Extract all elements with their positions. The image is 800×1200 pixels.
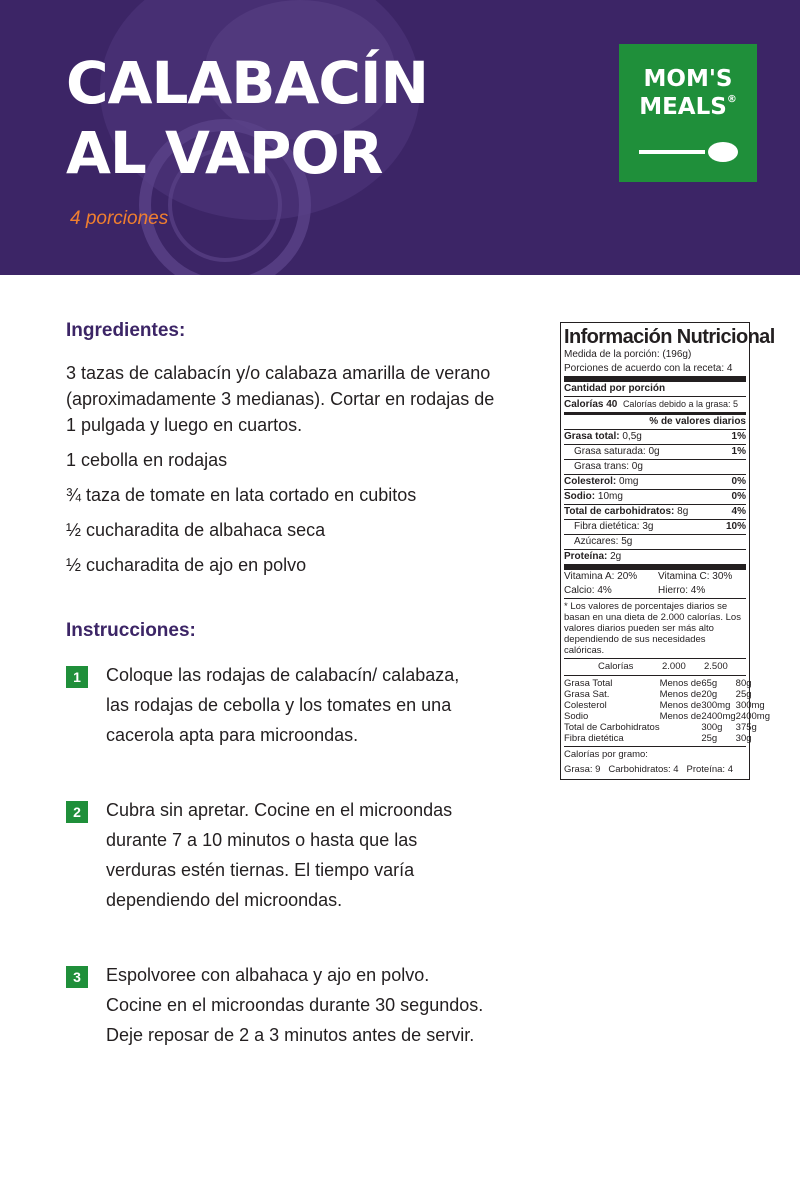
daily-value-header: % de valores diarios bbox=[564, 415, 746, 430]
reference-cell: 375g bbox=[735, 722, 757, 733]
vitamin-c: Vitamina C: 30% bbox=[658, 571, 733, 582]
title-line-2: AL VAPOR bbox=[66, 119, 383, 187]
step-number-badge: 3 bbox=[66, 966, 88, 988]
calories-from-fat: Calorías debido a la grasa: 5 bbox=[622, 399, 739, 409]
reference-cell: Grasa Total bbox=[564, 678, 613, 689]
cal-header-label: Calorías bbox=[598, 661, 634, 672]
reference-cell: 300g bbox=[701, 722, 723, 733]
reference-cell: 20g bbox=[701, 689, 718, 700]
reference-cell: Menos de bbox=[659, 689, 702, 700]
reference-cell: 2400mg bbox=[735, 711, 771, 722]
iron: Hierro: 4% bbox=[658, 585, 706, 596]
instruction-step bbox=[66, 795, 486, 915]
nutrient-amount: 5g bbox=[618, 536, 633, 547]
nutrient-label: Grasa saturada: bbox=[574, 446, 646, 457]
servings-per-recipe: Porciones de acuerdo con la receta: 4 bbox=[564, 362, 746, 382]
reference-cell: 300mg bbox=[701, 700, 731, 711]
ingredient-item: ½ cucharadita de ajo en polvo bbox=[66, 555, 307, 575]
nutrient-label: Proteína: bbox=[564, 551, 608, 562]
nutrient-daily-value: 0% bbox=[731, 491, 746, 502]
page-title bbox=[66, 48, 428, 188]
nutrient-row bbox=[564, 505, 746, 520]
reference-row bbox=[564, 678, 770, 689]
nutrient-label: Grasa total: bbox=[564, 431, 620, 442]
cal-header-2000: 2.000 bbox=[662, 661, 686, 672]
title-line-1: CALABACÍN bbox=[66, 49, 429, 117]
nutrient-row bbox=[564, 475, 746, 490]
cal-header-2500: 2.500 bbox=[704, 661, 728, 672]
nutrient-row bbox=[564, 460, 746, 475]
reference-cell: Menos de bbox=[659, 700, 702, 711]
nutrient-amount: 3g bbox=[639, 521, 654, 532]
nutrient-label: Colesterol: bbox=[564, 476, 617, 487]
step-text: Espolvoree con albahaca y ajo en polvo. Cocine en el microondas durante 30 segundos. Deje reposar de 2 a 3 minutos antes de servir. bbox=[106, 965, 484, 1045]
minerals-row bbox=[564, 584, 746, 599]
reference-row bbox=[564, 733, 770, 744]
instruction-step bbox=[66, 960, 486, 1050]
step-text: Coloque las rodajas de calabacín/ calabaza, las rodajas de cebolla y los tomates en una cacerola apta para microondas. bbox=[106, 665, 460, 745]
registered-mark: ® bbox=[726, 94, 737, 105]
servings-label: 4 porciones bbox=[70, 208, 169, 229]
nutrient-label: Fibra dietética: bbox=[574, 521, 640, 532]
calorie-header-table bbox=[564, 661, 746, 672]
nutrient-daily-value: 0% bbox=[731, 476, 746, 487]
nutrient-name bbox=[564, 431, 642, 443]
nutrient-name bbox=[564, 476, 638, 488]
calories-value: Calorías 40 bbox=[564, 399, 618, 410]
reference-cell: 80g bbox=[735, 678, 752, 689]
nutrient-daily-value: 1% bbox=[731, 431, 746, 442]
nutrient-amount: 10mg bbox=[595, 491, 623, 502]
vitamin-a: Vitamina A: 20% bbox=[564, 571, 638, 582]
daily-values-reference bbox=[564, 659, 746, 676]
reference-row bbox=[564, 700, 770, 711]
step-text: Cubra sin apretar. Cocine en el microondas durante 7 a 10 minutos o hasta que las verduras estén tiernas. El tiempo varía dependiendo del microondas. bbox=[106, 800, 453, 910]
nutrient-label: Azúcares: bbox=[574, 536, 619, 547]
nutrient-name bbox=[564, 536, 632, 548]
reference-table-block bbox=[564, 676, 771, 747]
nutrient-row bbox=[564, 430, 746, 445]
nutrient-amount: 0mg bbox=[616, 476, 639, 487]
step-number-badge: 1 bbox=[66, 666, 88, 688]
calories-per-gram-title: Calorías por gramo: bbox=[564, 749, 648, 760]
nutrient-name bbox=[564, 461, 643, 473]
calories-per-gram: Grasa: 9 Carbohidratos: 4 Proteína: 4 bbox=[564, 764, 733, 775]
nutrient-row bbox=[564, 535, 746, 550]
ingredients-heading: Ingredientes: bbox=[66, 320, 186, 341]
moms-meals-logo bbox=[619, 44, 757, 182]
nutrient-name bbox=[564, 506, 688, 518]
calcium: Calcio: 4% bbox=[564, 585, 612, 596]
reference-table bbox=[564, 678, 770, 744]
instruction-step bbox=[66, 660, 486, 750]
ingredient-item: ½ cucharadita de albahaca seca bbox=[66, 520, 326, 540]
nutrient-name bbox=[564, 521, 654, 533]
nutrient-name bbox=[564, 551, 621, 563]
nutrient-row bbox=[564, 550, 746, 570]
reference-row bbox=[564, 689, 770, 700]
nutrient-rows bbox=[564, 430, 746, 570]
ingredient-item: ¾ taza de tomate en lata cortado en cubitos bbox=[66, 485, 417, 505]
reference-cell: 300mg bbox=[735, 700, 765, 711]
nutrient-row bbox=[564, 445, 746, 460]
nutrition-footnote: * Los valores de porcentajes diarios se basan en una dieta de 2.000 calorías. Los valores diarios pueden ser más alto dependiendo de sus necesidades calóricas. bbox=[564, 599, 746, 659]
nutrient-amount: 2g bbox=[607, 551, 622, 562]
reference-cell: Menos de bbox=[659, 678, 702, 689]
vitamins-row bbox=[564, 570, 746, 584]
nutrient-amount: 0g bbox=[629, 461, 643, 472]
reference-cell: Colesterol bbox=[564, 700, 607, 711]
nutrition-facts-label bbox=[560, 322, 775, 780]
nutrient-name bbox=[564, 491, 623, 503]
nutrient-label: Sodio: bbox=[564, 491, 596, 502]
logo-line-2 bbox=[619, 94, 757, 120]
reference-cell: Total de Carbohidratos bbox=[564, 722, 660, 733]
serving-size: Medida de la porción: (196g) bbox=[564, 349, 692, 360]
reference-cell bbox=[660, 722, 702, 733]
reference-cell: Grasa Sat. bbox=[564, 689, 610, 700]
spoon-icon bbox=[639, 140, 739, 164]
nutrient-label: Total de carbohidratos: bbox=[564, 506, 675, 517]
nutrition-title: Información Nutricional bbox=[564, 326, 775, 348]
nutrient-amount: 0,5g bbox=[619, 431, 642, 442]
ingredient-item: 3 tazas de calabacín y/o calabaza amarilla de verano (aproximadamente 3 medianas). Cortar en rodajas de 1 pulgada y luego en cuartos. bbox=[66, 363, 495, 435]
ingredients-list bbox=[66, 360, 506, 587]
step-number-badge: 2 bbox=[66, 801, 88, 823]
ingredient-item: 1 cebolla en rodajas bbox=[66, 450, 228, 470]
calories-row bbox=[564, 397, 746, 415]
amount-per-serving: Cantidad por porción bbox=[564, 382, 746, 397]
reference-cell bbox=[660, 733, 702, 744]
nutrient-row bbox=[564, 520, 746, 535]
nutrient-amount: 0g bbox=[645, 446, 660, 457]
nutrient-row bbox=[564, 490, 746, 505]
nutrient-amount: 8g bbox=[674, 506, 689, 517]
reference-cell: 25g bbox=[701, 733, 718, 744]
nutrient-name bbox=[564, 446, 660, 458]
reference-row bbox=[564, 722, 770, 733]
logo-line-1: MOM'S bbox=[643, 66, 733, 92]
reference-cell: Menos de bbox=[659, 711, 702, 722]
reference-cell: 65g bbox=[701, 678, 718, 689]
nutrient-daily-value: 1% bbox=[731, 446, 746, 457]
nutrient-daily-value: 4% bbox=[731, 506, 746, 517]
reference-cell: Sodio bbox=[564, 711, 589, 722]
reference-cell: 2400mg bbox=[701, 711, 736, 722]
logo-line-2-text: MEALS bbox=[639, 94, 727, 120]
instructions-heading: Instrucciones: bbox=[66, 620, 196, 641]
reference-cell: 30g bbox=[735, 733, 752, 744]
reference-cell: Fibra dietética bbox=[564, 733, 624, 744]
reference-row bbox=[564, 711, 770, 722]
nutrient-label: Grasa trans: bbox=[574, 461, 630, 472]
reference-cell: 25g bbox=[735, 689, 752, 700]
nutrient-daily-value: 10% bbox=[725, 521, 746, 532]
